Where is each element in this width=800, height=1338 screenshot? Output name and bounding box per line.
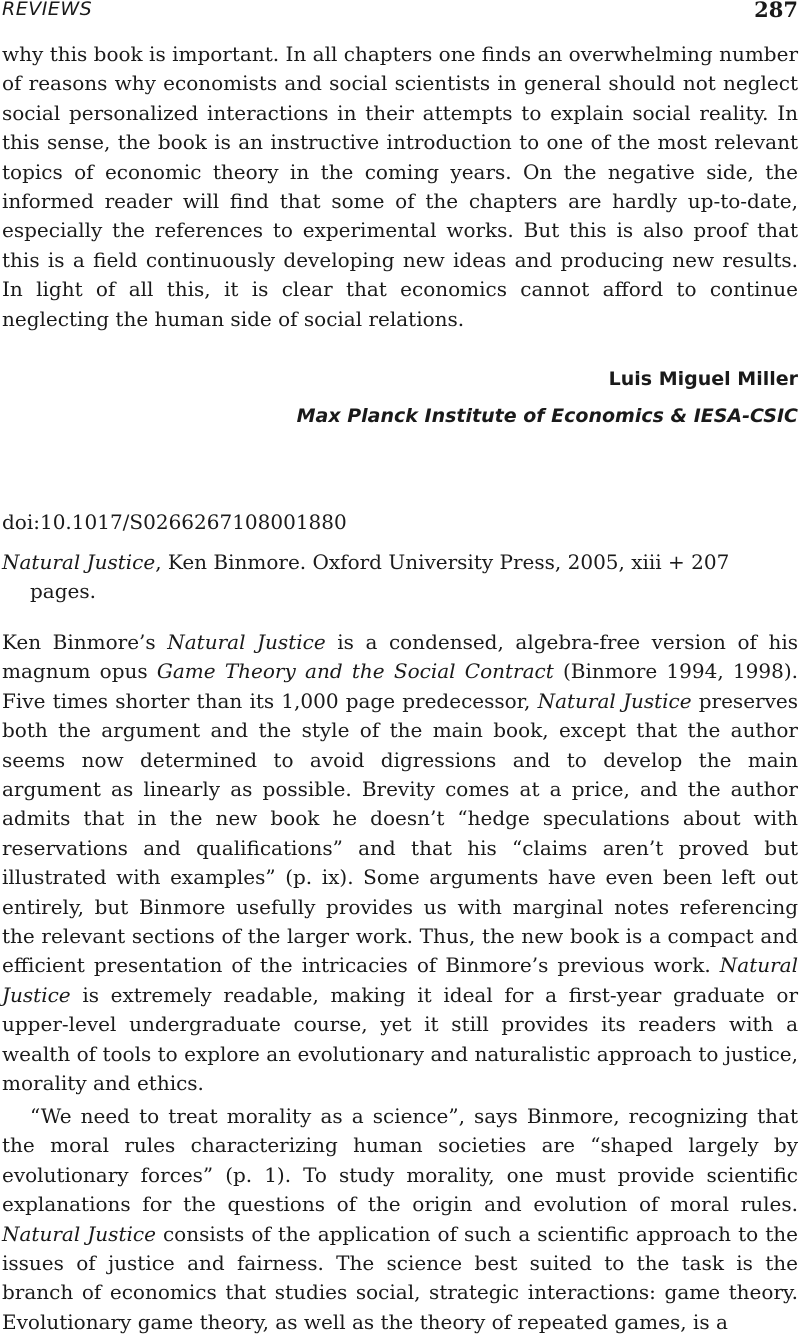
paragraph bbox=[2, 628, 798, 1099]
review2-paragraph-2 bbox=[2, 1102, 798, 1337]
text-run: is extremely readable, making it ideal for a first-year graduate or upper-level undergraduate course, yet it still provides its readers with a wealth of tools to explore an evolutionary and naturalistic approach to justice, morality and ethics. bbox=[2, 982, 798, 1096]
paragraph bbox=[2, 1102, 798, 1337]
text-run: Ken Binmore’s bbox=[2, 630, 168, 654]
page-number: 287 bbox=[754, 0, 798, 22]
running-head: REVIEWS bbox=[2, 0, 93, 20]
reviewer-affiliation: Max Planck Institute of Economics & IESA-CSIC bbox=[296, 405, 798, 427]
book-citation bbox=[2, 548, 798, 606]
text-run: (Binmore 1994, 1998). Five times shorter than its 1,000 page predecessor, bbox=[2, 659, 798, 713]
reviewer-name: Luis Miguel Miller bbox=[608, 368, 798, 390]
paragraph: why this book is important. In all chapters one finds an overwhelming number of reasons why economists and social scientists in general should not neglect social personalized interactions in their attempts to explain social reality. In this sense, the book is an instructive introduction to one of the most relevant topics of economic theory in the coming years. On the negative side, the informed reader will find that some of the chapters are hardly up-to-date, especially the references to experimental works. But this is also proof that this is a field continuously developing new ideas and producing new results. In light of all this, it is clear that economics cannot afford to continue neglecting the human side of social relations. bbox=[2, 42, 798, 331]
page-header bbox=[0, 0, 800, 24]
book-title-italic: Natural Justice bbox=[2, 953, 798, 1007]
citation-title: Natural Justice bbox=[2, 550, 156, 574]
text-run: preserves both the argument and the style of the main book, except that the author seems now determined to avoid digressions and to develop the main argument as linearly as possible. Brevity comes at a price, and the author admits that in the new book he doesn’t “hedge speculations about with reservations and qualifications” and that his “claims aren’t proved but illustrated with examples” (p. ix). Some arguments have even been left out entirely, but Binmore usefully provides us with marginal notes referencing the relevant sections of the larger work. Thus, the new book is a compact and efficient presentation of the intricacies of Binmore’s previous work. bbox=[2, 688, 798, 978]
doi-line: doi:10.1017/S0266267108001880 bbox=[2, 510, 347, 534]
text-run: consists of the application of such a scientific approach to the issues of justice and fairness. The science best suited to the task is the branch of economics that studies social, strategic interactions: game theory. Evolutionary game theory, as well as the theory of repeated games, is a bbox=[2, 1221, 798, 1334]
text-run: is a condensed, algebra-free version of his magnum opus bbox=[2, 630, 798, 684]
review2-paragraph-1 bbox=[2, 628, 798, 1099]
book-title-italic: Natural Justice bbox=[2, 1221, 156, 1246]
book-title-italic: Natural Justice bbox=[167, 630, 326, 654]
book-title-italic: Natural Justice bbox=[537, 688, 692, 713]
review1-closing-paragraph bbox=[2, 40, 798, 334]
citation-details: , Ken Binmore. Oxford University Press, 2005, xiii + 207 pages. bbox=[30, 550, 730, 603]
book-title-italic: Game Theory and the Social Contract bbox=[156, 659, 554, 684]
text-run: “We need to treat morality as a science”, says Binmore, recognizing that the moral rules characterizing human societies are “shaped largely by evolutionary forces” (p. 1). To study morality, one must provide scientific explanations for the questions of the origin and evolution of moral rules. bbox=[2, 1104, 798, 1217]
